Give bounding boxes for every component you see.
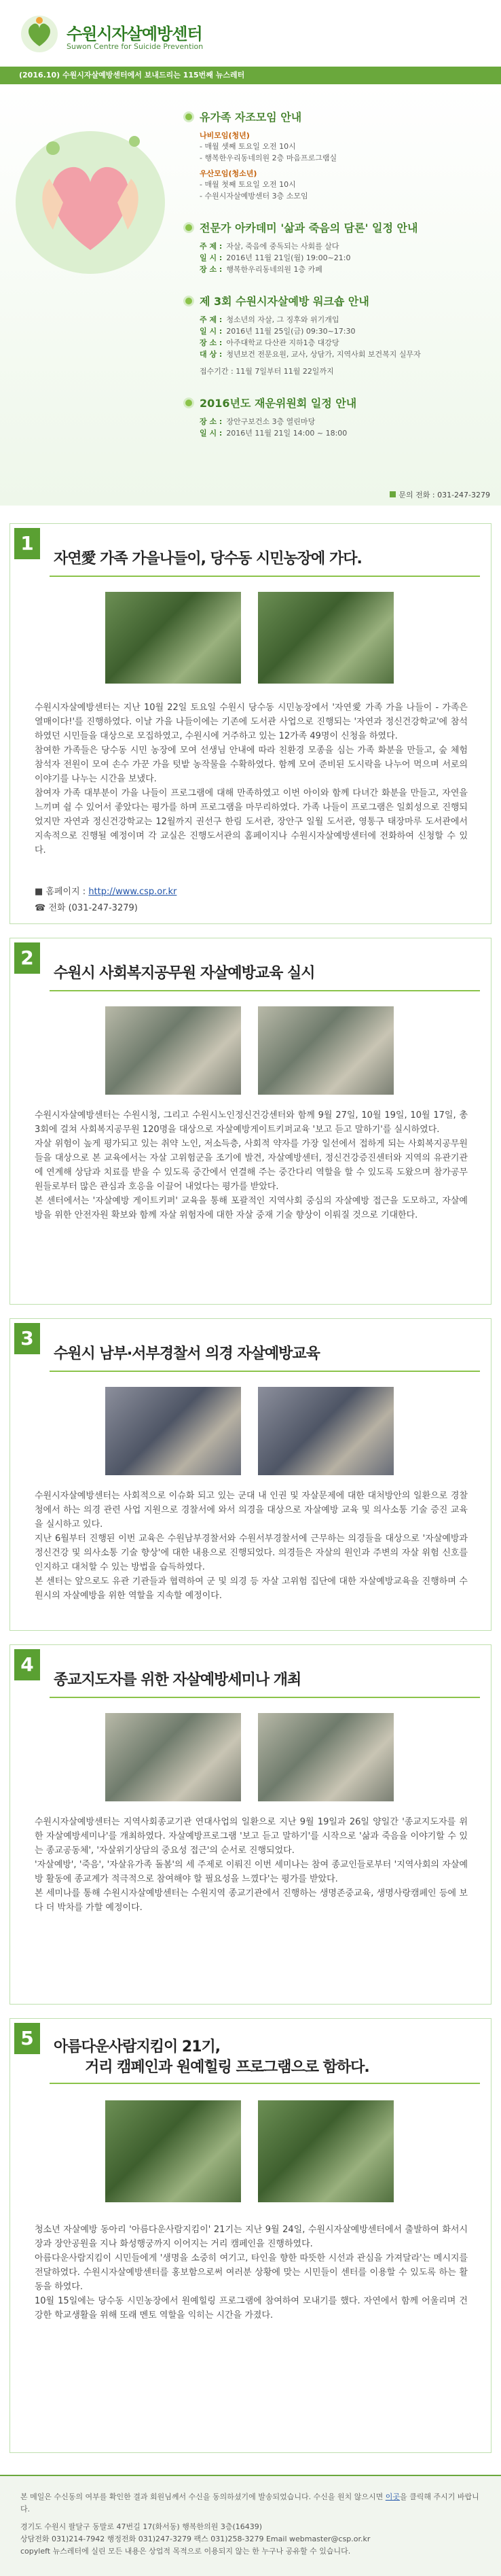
article-title-line2: 거리 캠페인과 원예힐링 프로그램으로 함하다.: [85, 2059, 369, 2076]
group-line: - 매월 셋째 토요일 오전 10시: [200, 142, 296, 151]
issue-bar: (2016.10) 수원시자살예방센터에서 보내드리는 115번째 뉴스레터: [0, 67, 501, 84]
article-meta: ■ 홈페이지 : http://www.csp.or.kr ☎ 전화 (031-247-3279): [35, 887, 177, 913]
events-section: [0, 84, 501, 506]
event-support-group: [183, 109, 489, 202]
article-photo: [105, 1713, 241, 1801]
header: [0, 0, 501, 67]
article-photo: [258, 1006, 394, 1095]
phone-icon: ☎: [35, 903, 46, 913]
article-photo: [105, 2100, 241, 2202]
article-photo: [105, 592, 241, 684]
group-subtitle: 우산모임(청소년): [200, 169, 257, 178]
article-body: 수원시자살예방센터는 지난 10월 22일 토요일 수원시 당수동 시민농장에서 '자연愛 가족 가을 나들이 - 가족은 열매이다!'를 진행하였다. 이날 가을 나들이에는 기존에 도서관 사업으로 진행되는 '자연과 정신건강학교'에 참석하였던 시민들을 대상으로 모집하였고, 수원시에 거주하고 있는 12가족 49명이 신청을 하였다. 참여한 가족들은 당수동 시민 농장에 모여 선생님 안내에 따라 친환경 모종을 심는 가족 화분을 만들고, 숲 체험 참석자 전원이 모여 손수 가꾼 가을 텃밭 농작물을 수확하였다. 함께 모여 준비된 도시락을 나누어 먹으며 서로의 이야기를 나누는 시간을 보냈다. 참여자 가족 대부분이 가을 나들이 프로그램에 대해 만족하였고 이번 아이와 함께 다녀간 화분을 만들고, 자연을 느끼며 쉴 수 있어서 좋았다는 평가를 하며 프로그램을 마무리하였다. 가족 나들이 프로그램은 일회성으로 진행되었지만 자연과 정신건강학교는 12월까지 권선구 한림 도서관, 장안구 일월 도서관, 영통구 태장마루 도서관에서 지속적으로 진행될 예정이며 각 교실은 진행도서관의 홈페이지나 수원시자살예방센터에 전화하여 신청할 수 있다.: [35, 703, 468, 855]
footer-copyright: copyleft 뉴스레터에 실린 모든 내용은 상업적 목적으로 이용되지 않는 한 누구나 공유할 수 있습니다.: [20, 2547, 351, 2556]
events-list: [183, 109, 489, 457]
org-name: 수원시자살예방센터: [67, 24, 202, 43]
group-line: - 수원시자살예방센터 3층 소모임: [200, 192, 308, 200]
hands-heart-illustration: [12, 114, 168, 277]
bullet-icon: [183, 111, 194, 122]
article-title: 자연愛 가족 가을나들이, 당수동 시민농장에 가다.: [54, 550, 362, 567]
logo-icon: [19, 14, 60, 54]
article-number: 4: [14, 1649, 40, 1680]
event-workshop: 제 3회 수원시자살예방 워크숍 안내 주 제 : 청소년의 자살, 그 징후와 위기개입 일 시 : 2016년 11월 25일(금) 09:30~17:30 장 소 : 아주대학교 다산관 지하1층 대강당 대 상 : 청년보건 전문요원, 교사, 상담가, 지역사회 보건복지 실무자 접수기간 : 11월 7일부터 11월 22일까지: [183, 293, 489, 377]
footer-address: 경기도 수원시 팔달구 동말로 47번길 17(화서동) 행복한의원 3층(16439): [20, 2522, 263, 2531]
article-body: 수원시자살예방센터는 수원시청, 그리고 수원시노인정신건강센터와 함께 9월 27일, 10월 19일, 10월 17일, 총 3회에 걸쳐 사회복지공무원 120명을 대상으로 자살예방게이트키퍼교육 '보고 듣고 말하기'를 실시하였다. 자살 위험이 높게 평가되고 있는 취약 노인, 저소득층, 사회적 약자를 가장 일선에서 접하게 되는 사회복지공무원들을 대상으로 본 교육에서는 자살 고위험군을 조기에 발견, 자살예방센터, 정신건강증진센터와 지역의 유관기관에 연계해 상담과 치료를 받을 수 있도록 중간에서 연결해 주는 중간다리 역할을 할 수 있도록 도왔으며 참가공무원들로부터 많은 관심과 호응을 이끌어 내었다는 평가를 받았다. 본 센터에서는 '자살예방 게이트키퍼' 교육을 통해 포괄적인 지역사회 중심의 자살예방 접근을 도모하고, 자살예방을 위한 안전자원 확보와 함께 자살 위험자에 대한 자살 중재 기술 향상이 이뤄질 것으로 기대한다.: [35, 1110, 468, 1220]
article-body: 수원시자살예방센터는 사회적으로 이슈화 되고 있는 군대 내 인권 및 자살문제에 대한 대처방안의 일환으로 경찰청에서 하는 의경 관련 사업 지원으로 경찰서에 와서 의경을 대상으로 자살예방 교육 및 의사소통 기술 증진 교육을 실시하고 있다. 지난 6월부터 진행된 이번 교육은 수원남부경찰서와 수원서부경찰서에 근무하는 의경들을 대상으로 '자살예방과 정신건강 및 의사소통 기술 향상'에 대한 내용으로 진행되었다. 의경들은 자살의 원인과 주변의 자살 위험 신호를 인지하고 대처할 수 있는 방법을 습득하였다. 본 센터는 앞으로도 유관 기관들과 협력하여 군 및 의경 등 자살 고위험 집단에 대한 자살예방교육을 진행하며 수원시의 자살예방을 위한 역할을 지속할 예정이다.: [35, 1491, 468, 1601]
article-photo: [105, 1387, 241, 1475]
group-line: - 매월 첫째 토요일 오전 10시: [200, 180, 296, 189]
event-title: 2016년도 재운위원회 일정 안내: [200, 397, 357, 410]
article-photo: [258, 1713, 394, 1801]
article-number: 5: [14, 2023, 40, 2054]
article-body: 청소년 자살예방 동아리 '아름다운사람지킴이' 21기는 지난 9월 24일, 수원시자살예방센터에서 출발하여 화서시장과 장안공원을 지나 화성행궁까지 이어지는 거리 캠페인을 진행하였다. 아름다운사람지킴이 시민들에게 '생명을 소중히 여기고, 타인을 향한 따뜻한 시선과 관심을 가져달라'는 메시지를 전달하였다. 수원시자살예방센터를 홍보함으로써 여러분 상황에 맞는 시민들이 센터를 이용할 수 있도록 하는 활동을 하였다. 10월 15일에는 당수동 시민농장에서 원예힐링 프로그램에 참여하여 모내기를 했다. 자연에서 함께 어울리며 건강한 학교생활을 위해 또래 멘토 역할을 익히는 시간을 가졌다.: [35, 2225, 468, 2321]
event-title: 유가족 자조모임 안내: [200, 111, 302, 124]
article-title-line1: 아름다운사람지킴이 21기,: [54, 2039, 221, 2055]
article-title: 종교지도자를 위한 자살예방세미나 개최: [54, 1672, 301, 1689]
contact-phone: 문의 전화 : 031-247-3279: [390, 489, 490, 500]
article-photo: [258, 1387, 394, 1475]
article-number: 1: [14, 528, 40, 559]
article-3: [10, 1318, 491, 1631]
footer: 본 메일은 수신동의 여부를 확인한 결과 회원님께서 수신을 동의하셨기에 발송되었습니다. 수신을 원치 않으시면 이곳을 클릭해 주시기 바랍니다. 경기도 수원시 팔달구 동말로 47번길 17(화서동) 행복한의원 3층(16439) 상담전화 031)214-7942 행정전화 031)247-3279 팩스 031)258-3279 Email webmaster@csp.or.kr copyleft 뉴스레터에 실린 모든 내용은 상업적 목적으로 이용되지 않는 한 누구나 공유할 수 있습니다.: [0, 2475, 501, 2576]
article-4: [10, 1644, 491, 2005]
event-academy: 전문가 아카데미 '삶과 죽음의 담론' 일정 안내 주 제 : 자살, 죽음에 중독되는 사회를 살다 일 시 : 2016년 11월 21일(월) 19:00~21:0 장 소 : 행복한우리동네의원 1층 카페: [183, 219, 489, 275]
article-2: [10, 938, 491, 1305]
article-photo: [258, 2100, 394, 2202]
event-committee: 2016년도 재운위원회 일정 안내 장 소 : 장안구보건소 3층 열린마당 일 시 : 2016년 11월 21일 14:00 ~ 18:00: [183, 395, 489, 439]
article-number: 2: [14, 942, 40, 974]
article-photo: [258, 592, 394, 684]
article-title: 수원시 사회복지공무원 자살예방교육 실시: [54, 965, 315, 982]
article-1: [10, 523, 491, 924]
article-title: 수원시 남부·서부경찰서 의경 자살예방교육: [54, 1345, 320, 1362]
homepage-link[interactable]: http://www.csp.or.kr: [88, 887, 177, 897]
article-5: [10, 2018, 491, 2453]
bullet-icon: [183, 398, 194, 408]
bullet-icon: [183, 222, 194, 233]
article-body: 수원시자살예방센터는 지역사회종교기관 연대사업의 일환으로 지난 9월 19일과 26일 양일간 '종교지도자를 위한 자살예방세미나'를 개최하였다. 자살예방프로그램 '보고 듣고 말하기'를 시작으로 '삶과 죽음을 이야기할 수 있는 종교공동체', '자살위기상담의 중요성 접근'의 순서로 진행되었다. '자살예방', '죽음', '자살유가족 돌봄'의 세 주제로 이뤄진 이번 세미나는 참여 종교인들로부터 '지역사회의 자살예방 활동에 종교계가 적극적으로 참여해야 할 필요성을 느꼈다'는 평가를 받았다. 본 세미나를 통해 수원시자살예방센터는 수원지역 종교기관에서 진행하는 생명존중교육, 생명사랑캠페인 등에 보다 더 박차를 가할 예정이다.: [35, 1817, 468, 1913]
event-title: 전문가 아카데미 '삶과 죽음의 담론' 일정 안내: [200, 222, 418, 234]
group-subtitle: 나비모임(청년): [200, 131, 250, 140]
article-number: 3: [14, 1323, 40, 1354]
footer-contact: 상담전화 031)214-7942 행정전화 031)247-3279 팩스 031)258-3279 Email webmaster@csp.or.kr: [20, 2535, 371, 2543]
bullet-icon: [183, 296, 194, 306]
square-icon: [390, 491, 396, 497]
workshop-note: 접수기간 : 11월 7일부터 11월 22일까지: [200, 367, 334, 376]
group-line: - 행복한우리동네의원 2층 마음프로그램실: [200, 154, 337, 162]
unsubscribe-link[interactable]: 이곳: [385, 2492, 401, 2501]
article-photo: [105, 1006, 241, 1095]
event-title: 제 3회 수원시자살예방 워크숍 안내: [200, 295, 369, 308]
org-name-en: Suwon Centre for Suicide Prevention: [67, 42, 204, 51]
